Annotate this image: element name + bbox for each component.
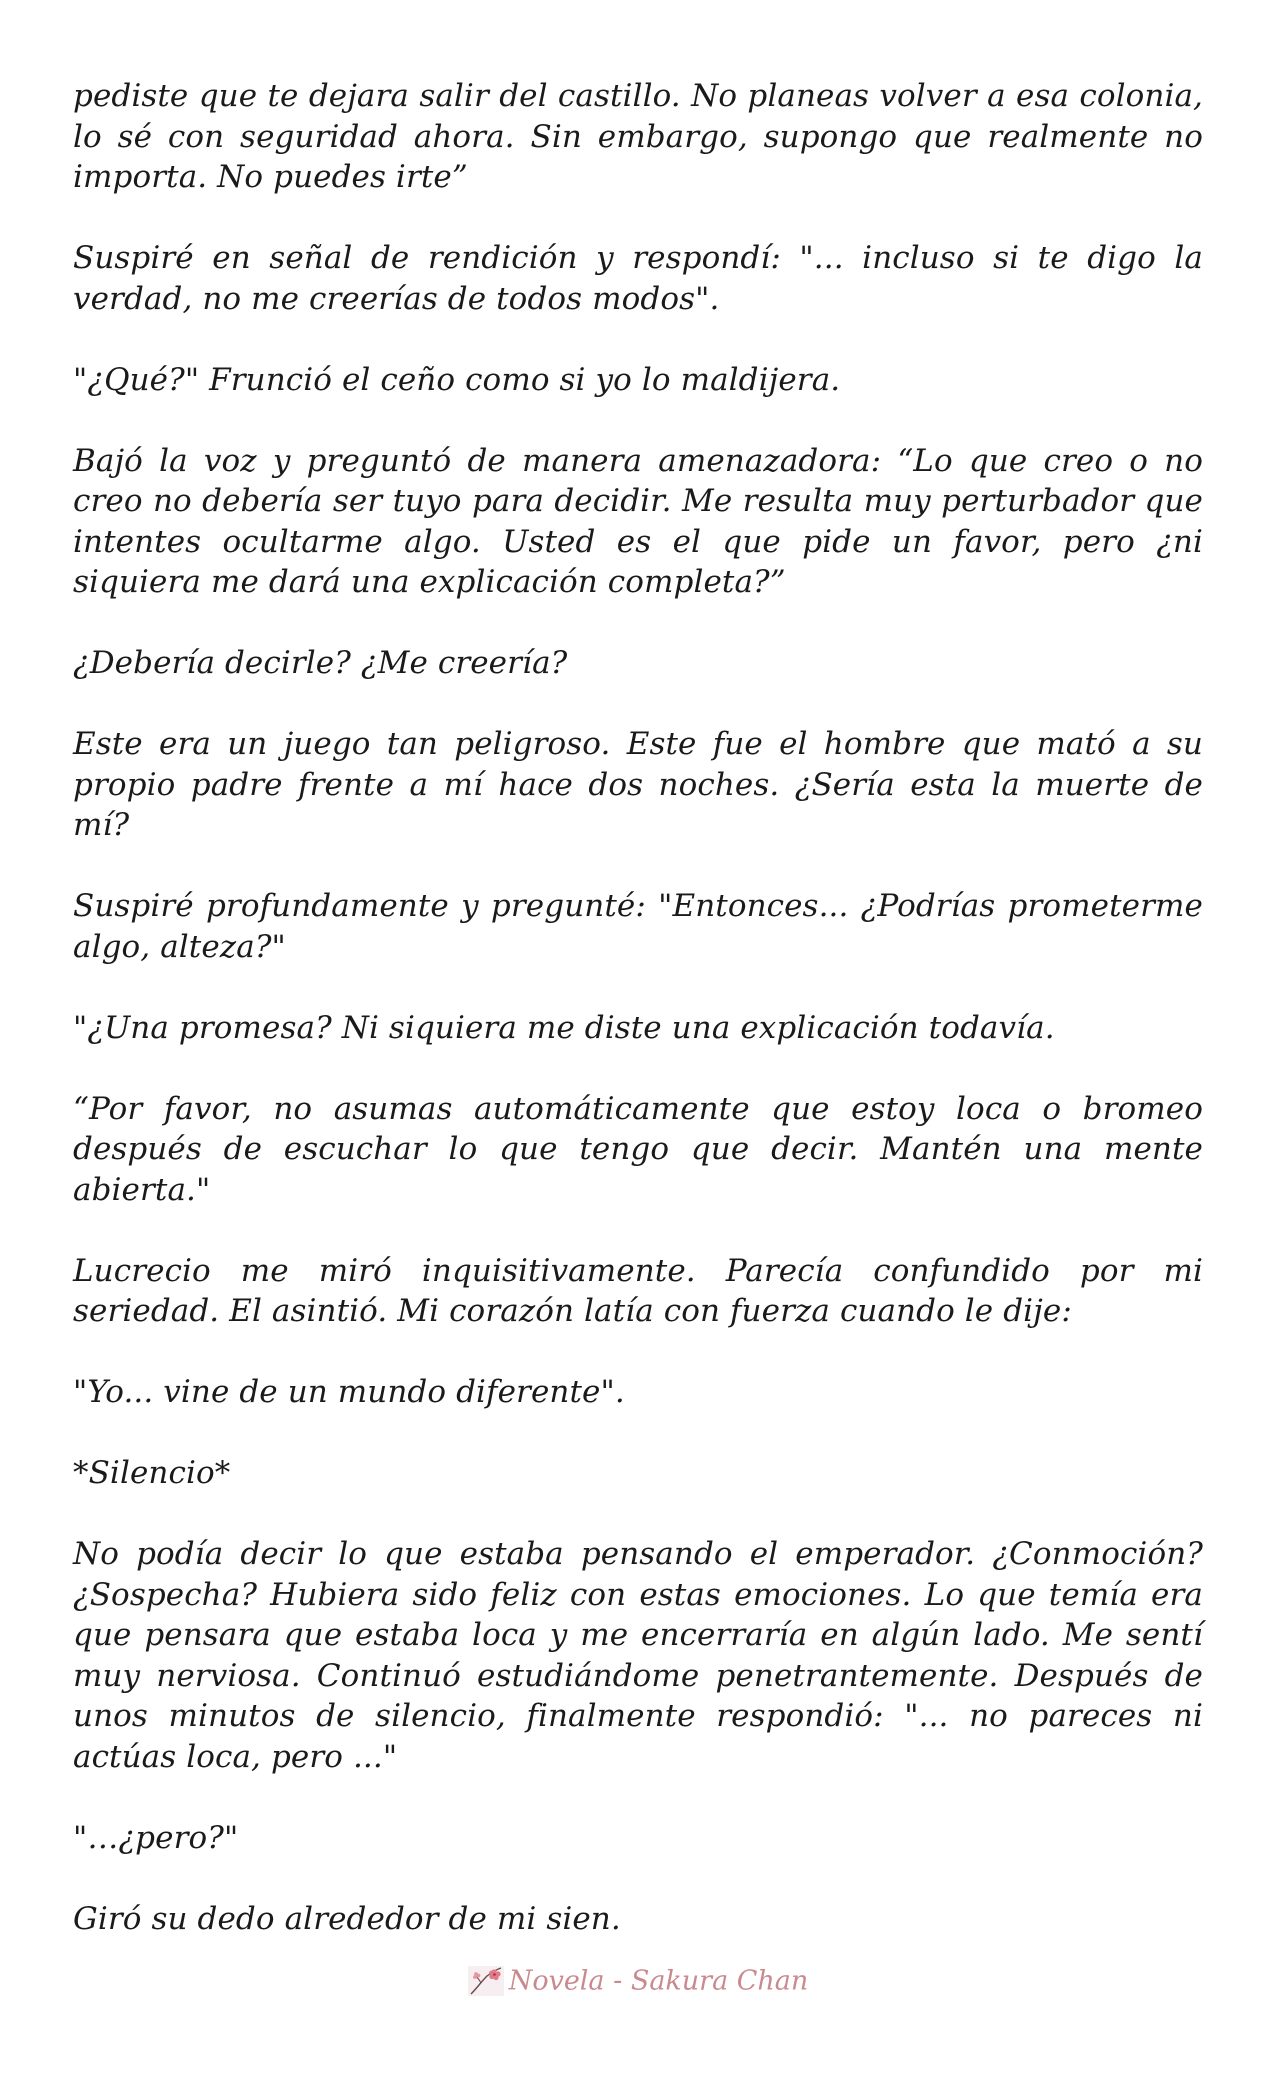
paragraph: pediste que te dejara salir del castillo. No planeas volver a esa colonia, lo sé con seguridad ahora. Sin embargo, supongo que realmente no importa. No puedes irte”: [73, 78, 1203, 195]
paragraph: Lucrecio me miró inquisitivamente. Parecía confundido por mi seriedad. El asintió. Mi corazón latía con fuerza cuando le dije:: [73, 1252, 1203, 1329]
paragraph: Giró su dedo alrededor de mi sien.: [73, 1900, 621, 1937]
paragraph: "Yo... vine de un mundo diferente".: [73, 1374, 625, 1410]
paragraph: "…¿pero?": [73, 1819, 239, 1856]
paragraph: "¿Una promesa? Ni siquiera me diste una explicación todavía.: [73, 1009, 1055, 1046]
paragraph: ¿Debería decirle? ¿Me creería?: [73, 645, 568, 681]
paragraph: “Por favor, no asumas automáticamente que estoy loca o bromeo después de escuchar lo que tengo que decir. Mantén una mente abierta.": [73, 1090, 1203, 1208]
paragraph: No podía decir lo que estaba pensando el emperador. ¿Conmoción? ¿Sospecha? Hubiera sido feliz con estas emociones. Lo que temía era que pensara que estaba loca y me encerraría en algún lado. Me sentí muy nerviosa. Continuó estudiándome penetrantemente. Después de unos minutos de silencio, finalmente respondió: "... no pareces ni actúas loca, pero ...": [73, 1536, 1203, 1775]
paragraph: *Silencio*: [73, 1455, 231, 1491]
paragraph: Bajó la voz y preguntó de manera amenazadora: “Lo que creo o no creo no debería ser tuyo para decidir. Me resulta muy perturbador que intentes ocultarme algo. Usted es el que pide un favor, pero ¿ni siquiera me dará una explicación completa?”: [73, 442, 1203, 600]
paragraph: Este era un juego tan peligroso. Este fue el hombre que mató a su propio padre frente a mí hace dos noches. ¿Sería esta la muerte de mí?: [73, 726, 1203, 843]
paragraph: Suspiré en señal de rendición y respondí: "... incluso si te digo la verdad, no me creerías de todos modos".: [73, 240, 1203, 317]
footer-text: Novela - Sakura Chan: [508, 1965, 809, 1997]
paragraph: Suspiré profundamente y pregunté: "Entonces... ¿Podrías prometerme algo, alteza?": [73, 888, 1203, 965]
document-body: [73, 76, 1203, 1980]
sakura-flower-icon: [467, 1964, 505, 1998]
footer-watermark: [0, 1964, 1275, 1998]
paragraph: "¿Qué?" Frunció el ceño como si yo lo maldijera.: [73, 361, 841, 398]
